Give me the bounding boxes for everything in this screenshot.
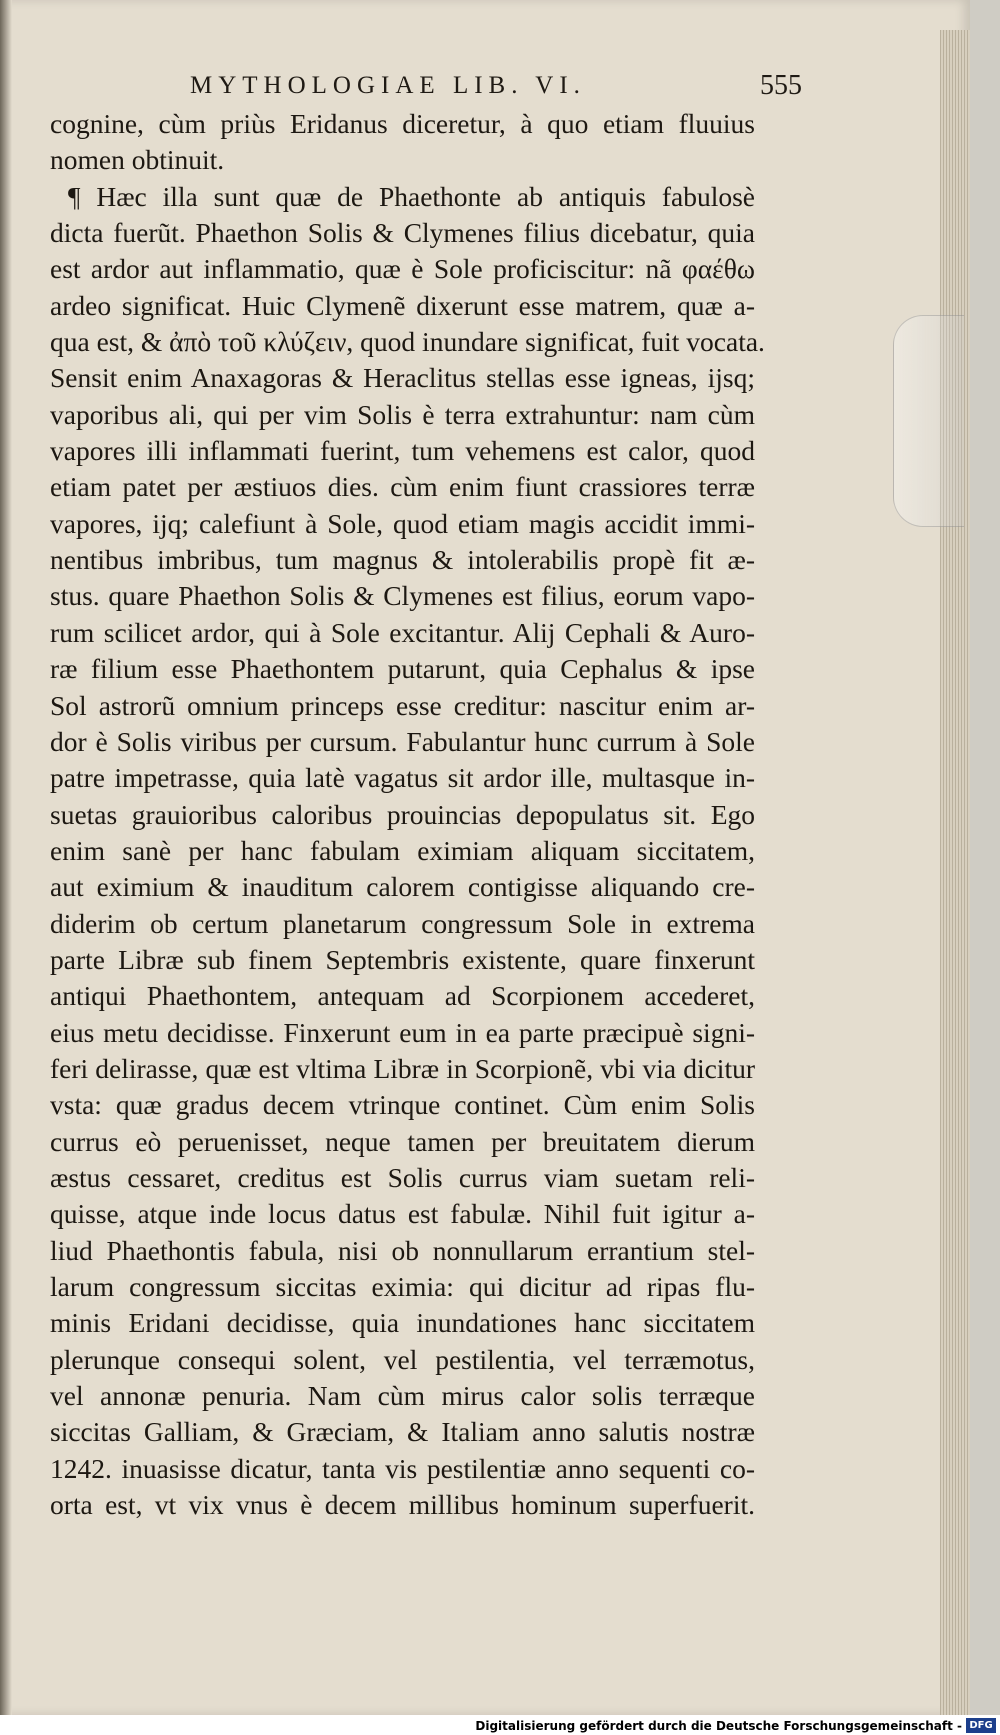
- text-line: aut eximium & inauditum calorem contigisse aliquando cre-: [50, 871, 755, 903]
- text-line: ræ filium esse Phaethontem putarunt, quia Cephalus & ipse: [50, 653, 755, 685]
- running-head: MYTHOLOGIAE LIB. VI.: [190, 72, 586, 99]
- text-line: eius metu decidisse. Finxerunt eum in ea parte præcipuè signi-: [50, 1016, 755, 1048]
- text-line: diderim ob certum planetarum congressum Sole in extrema: [50, 907, 755, 939]
- text-line: Sol astrorũ omnium princeps esse creditur: nascitur enim ar-: [50, 689, 755, 721]
- text-line: dicta fuerũt. Phaethon Solis & Clymenes filius dicebatur, quia: [50, 217, 755, 249]
- page-header: [100, 72, 920, 108]
- text-line: liud Phaethontis fabula, nisi ob nonnullarum errantium stel-: [50, 1234, 755, 1266]
- text-line: vapores illi inflammati fuerint, tum vehemens est calor, quod: [50, 435, 755, 467]
- text-line: minis Eridani decidisse, quia inundationes hanc siccitatem: [50, 1307, 755, 1339]
- text-line: vel annonæ penuria. Nam cùm mirus calor solis terræque: [50, 1380, 755, 1412]
- page-number: 555: [760, 70, 802, 101]
- text-line: æstus cessaret, creditus est Solis currus viam suetam reli-: [50, 1161, 755, 1193]
- text-line: parte Libræ sub finem Septembris existente, quare finxerunt: [50, 943, 755, 975]
- text-line: vsta: quæ gradus decem vtrinque continet. Cùm enim Solis: [50, 1089, 755, 1121]
- text-line: enim sanè per hanc fabulam eximiam aliquam siccitatem,: [50, 834, 755, 866]
- text-line: est ardor aut inflammatio, quæ è Sole proficiscitur: nã φαέθω: [50, 253, 755, 285]
- text-line: plerunque consequi solent, vel pestilentia, vel terræmotus,: [50, 1343, 755, 1375]
- text-line: rum scilicet ardor, qui à Sole excitantur. Alij Cephali & Auro-: [50, 616, 755, 648]
- plastic-page-clip: [893, 315, 964, 527]
- text-line: quisse, atque inde locus datus est fabulæ. Nihil fuit igitur a-: [50, 1198, 755, 1230]
- paragraph-start-line: ¶ Hæc illa sunt quæ de Phaethonte ab antiquis fabulosè: [68, 180, 755, 212]
- text-line: nentibus imbribus, tum magnus & intolerabilis propè fit æ-: [50, 544, 755, 576]
- funding-credit: Digitalisierung gefördert durch die Deutsche Forschungsgemeinschaft -: [475, 1719, 962, 1733]
- text-line: ardeo significat. Huic Clymenẽ dixerunt esse matrem, quæ a-: [50, 289, 755, 321]
- text-line: nomen obtinuit.: [50, 144, 225, 176]
- text-line: suetas grauioribus caloribus prouincias depopulatus sit. Ego: [50, 798, 755, 830]
- text-line: etiam patet per æstiuos dies. cùm enim fiunt crassiores terræ: [50, 471, 755, 503]
- text-line: feri delirasse, quæ est vltima Libræ in Scorpionẽ, vbi via dicitur: [50, 1052, 755, 1084]
- body-text: [50, 106, 765, 1523]
- dfg-logo: DFG: [966, 1718, 996, 1733]
- text-line: patre impetrasse, quia latè vagatus sit ardor ille, multasque in-: [50, 762, 755, 794]
- text-line: dor è Solis viribus per cursum. Fabulantur hunc currum à Sole: [50, 725, 755, 757]
- text-line: cognine, cùm priùs Eridanus diceretur, à quo etiam fluuius: [50, 108, 755, 139]
- text-line: Sensit enim Anaxagoras & Heraclitus stellas esse igneas, ijsq;: [50, 362, 755, 394]
- text-line: currus eò peruenisset, neque tamen per breuitatem dierum: [50, 1125, 755, 1157]
- footer-bar: [0, 1715, 1000, 1735]
- text-line: antiqui Phaethontem, antequam ad Scorpionem accederet,: [50, 980, 755, 1012]
- text-line: 1242. inuasisse dicatur, tanta vis pestilentiæ anno sequenti co-: [50, 1452, 755, 1484]
- text-line: qua est, & ἀπὸ τοῦ κλύζειν, quod inundare significat, fuit vocata.: [50, 326, 765, 358]
- text-line: vapores, ijq; calefiunt à Sole, quod etiam magis accidit immi-: [50, 507, 755, 539]
- gutter-shadow: [0, 0, 12, 1715]
- text-line: orta est, vt vix vnus è decem millibus hominum superfuerit.: [50, 1489, 755, 1521]
- page-edges: [940, 30, 970, 1720]
- text-line: larum congressum siccitas eximia: qui dicitur ad ripas flu-: [50, 1271, 755, 1302]
- text-line: stus. quare Phaethon Solis & Clymenes est filius, eorum vapo-: [50, 580, 755, 612]
- text-line: vaporibus ali, qui per vim Solis è terra extrahuntur: nam cùm: [50, 398, 755, 430]
- text-line: siccitas Galliam, & Græciam, & Italiam anno salutis nostræ: [50, 1416, 755, 1448]
